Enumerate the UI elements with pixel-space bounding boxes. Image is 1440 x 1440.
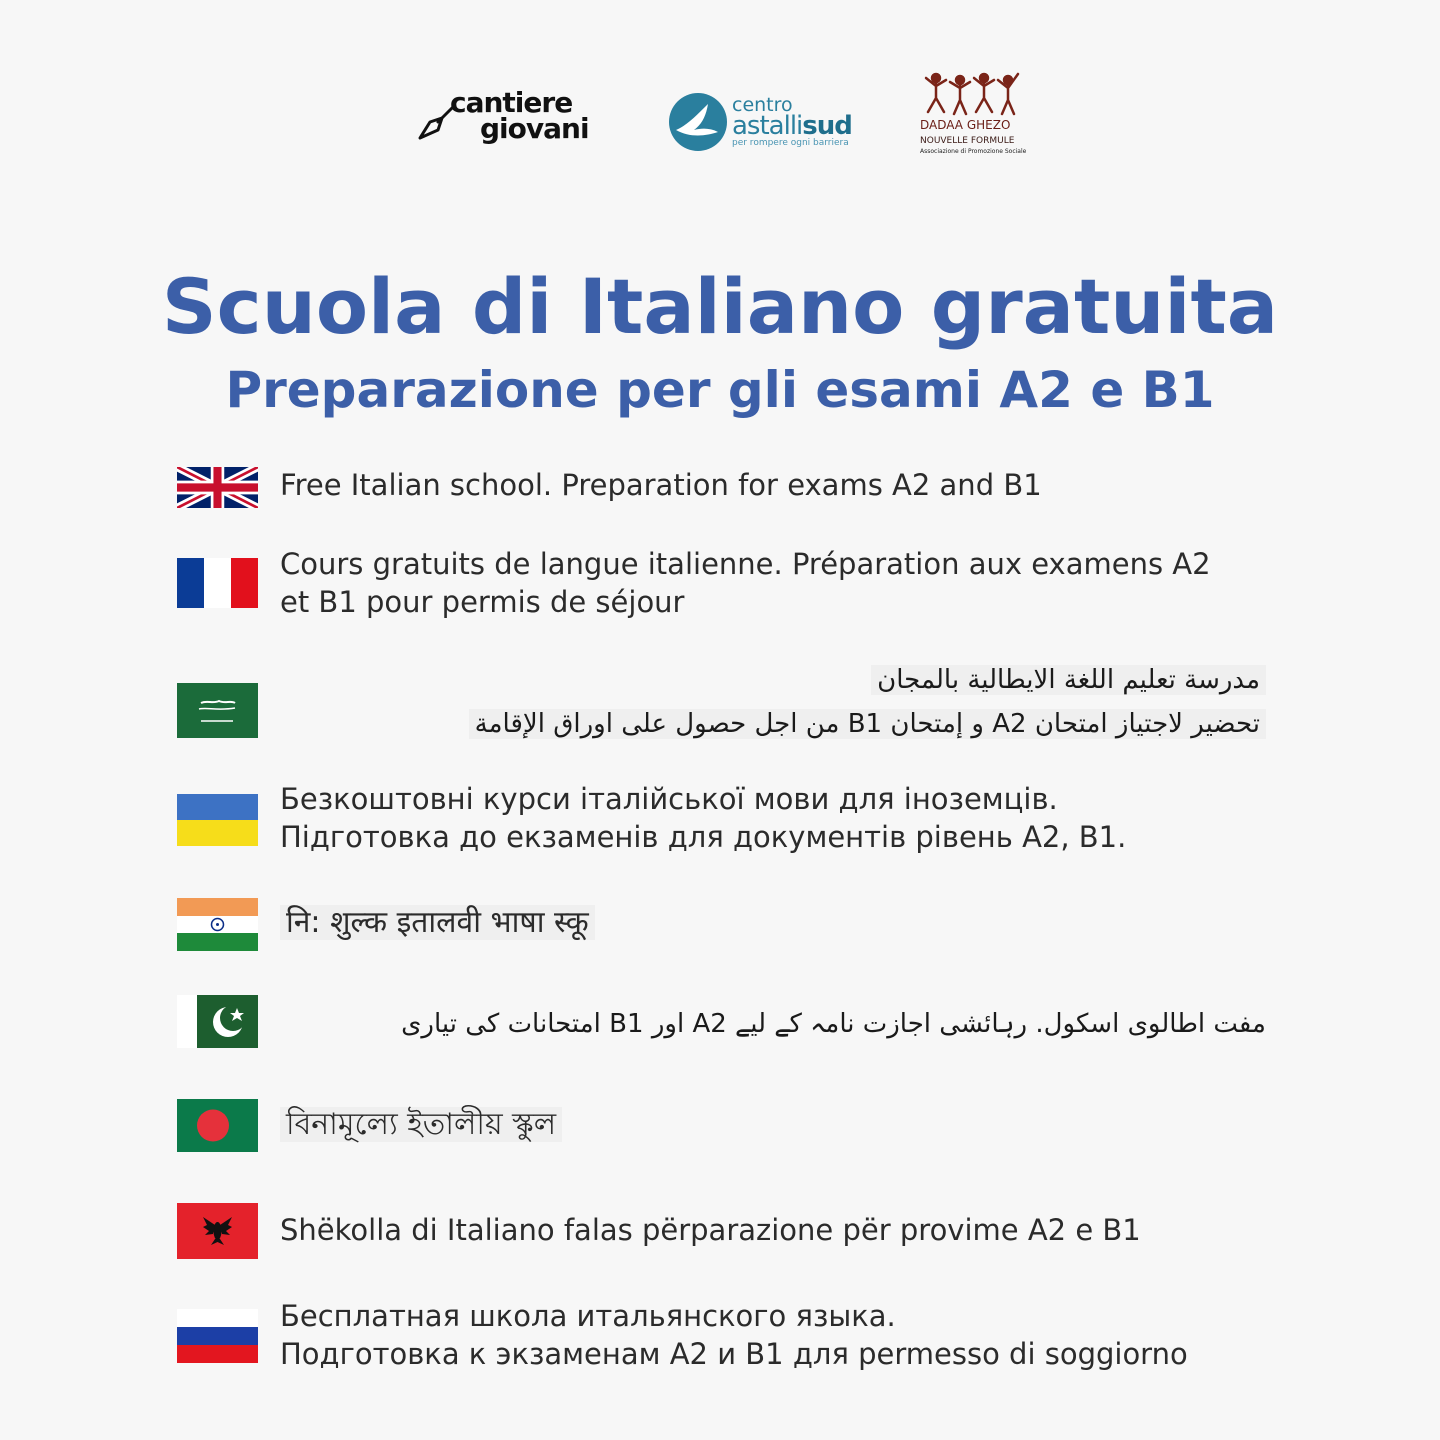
hindi-text-span: नि: शुल्क इतालवी भाषा स्कू	[280, 905, 595, 940]
cantiere-giovani-wordmark	[450, 86, 589, 145]
russia-flag-icon	[177, 1309, 258, 1363]
centro-astalli-sud-logo	[668, 90, 868, 156]
cantiere-giovani-logo	[416, 86, 616, 150]
india-flag-icon	[177, 898, 258, 951]
nouvelle-formule: NOUVELLE FORMULE	[920, 136, 1015, 146]
astalli-emblem-icon	[668, 92, 728, 152]
cantiere-word: cantiere	[450, 86, 573, 119]
ukrainian-text-line1: Безкоштовні курси італійської мови для іноземців.	[280, 782, 1058, 816]
uk-flag-icon	[177, 467, 258, 508]
dadaa-wordmark	[920, 118, 1028, 155]
russian-text-line2: Подготовка к экзаменам A2 и B1 для permesso di soggiorno	[280, 1337, 1188, 1371]
french-text-line2: et B1 pour permis de séjour	[280, 585, 685, 619]
russian-text-line1: Бесплатная школа итальянского языка.	[280, 1299, 896, 1333]
albania-flag-icon	[177, 1203, 258, 1259]
bangladesh-flag-icon	[177, 1099, 258, 1152]
urdu-text: مفت اطالوی اسکول. رہائشی اجازت نامہ کے لیے A2 اور B1 امتحانات کی تیاری	[401, 1009, 1266, 1039]
french-text-line1: Cours gratuits de langue italienne. Préparation aux examens A2	[280, 547, 1211, 581]
arabic-text-line1-span: مدرسة تعليم اللغة الايطالية بالمجان	[871, 665, 1266, 695]
english-text: Free Italian school. Preparation for exams A2 and B1	[280, 468, 1042, 502]
astalli-wordmark	[732, 96, 852, 149]
page-title: Scuola di Italiano gratuita	[161, 262, 1279, 351]
sud-word: sud	[802, 111, 852, 141]
dadaa-ghezo-logo	[918, 68, 1028, 168]
astalli-tagline: per rompere ogni barriera	[732, 138, 849, 148]
arabic-text-line2-span: تحضير لاجتياز امتحان A2 و إمتحان B1 من اجل حصول على اوراق الإقامة	[469, 709, 1266, 739]
bengali-text-span: বিনামূল্যে ইতালীয় স্কুল	[280, 1107, 562, 1142]
arabic-text-line1	[871, 660, 1266, 700]
ukrainian-text-line2: Підготовка до екзаменів для документів рівень A2, B1.	[280, 820, 1127, 854]
astalli-word: astalli	[732, 111, 803, 141]
giovani-word: giovani	[480, 112, 589, 145]
france-flag-icon	[177, 558, 258, 608]
dadaa-name: DADAA GHEZO	[920, 118, 1011, 132]
saudi-flag-icon	[177, 683, 258, 738]
partner-logos	[0, 62, 1440, 172]
dancing-figures-icon	[918, 68, 1026, 116]
arabic-text-line2	[469, 704, 1266, 744]
albanian-text: Shëkolla di Italiano falas përparazione për provime A2 e B1	[280, 1213, 1141, 1247]
page-subtitle: Preparazione per gli esami A2 e B1	[225, 361, 1215, 419]
ukraine-flag-icon	[177, 794, 258, 846]
dadaa-association: Associazione di Promozione Sociale	[920, 148, 1027, 155]
bengali-text	[280, 1106, 562, 1144]
astalli-sud-word	[732, 111, 852, 141]
pakistan-flag-icon	[177, 995, 258, 1048]
centro-word: centro	[732, 94, 793, 116]
hindi-text	[280, 904, 595, 942]
